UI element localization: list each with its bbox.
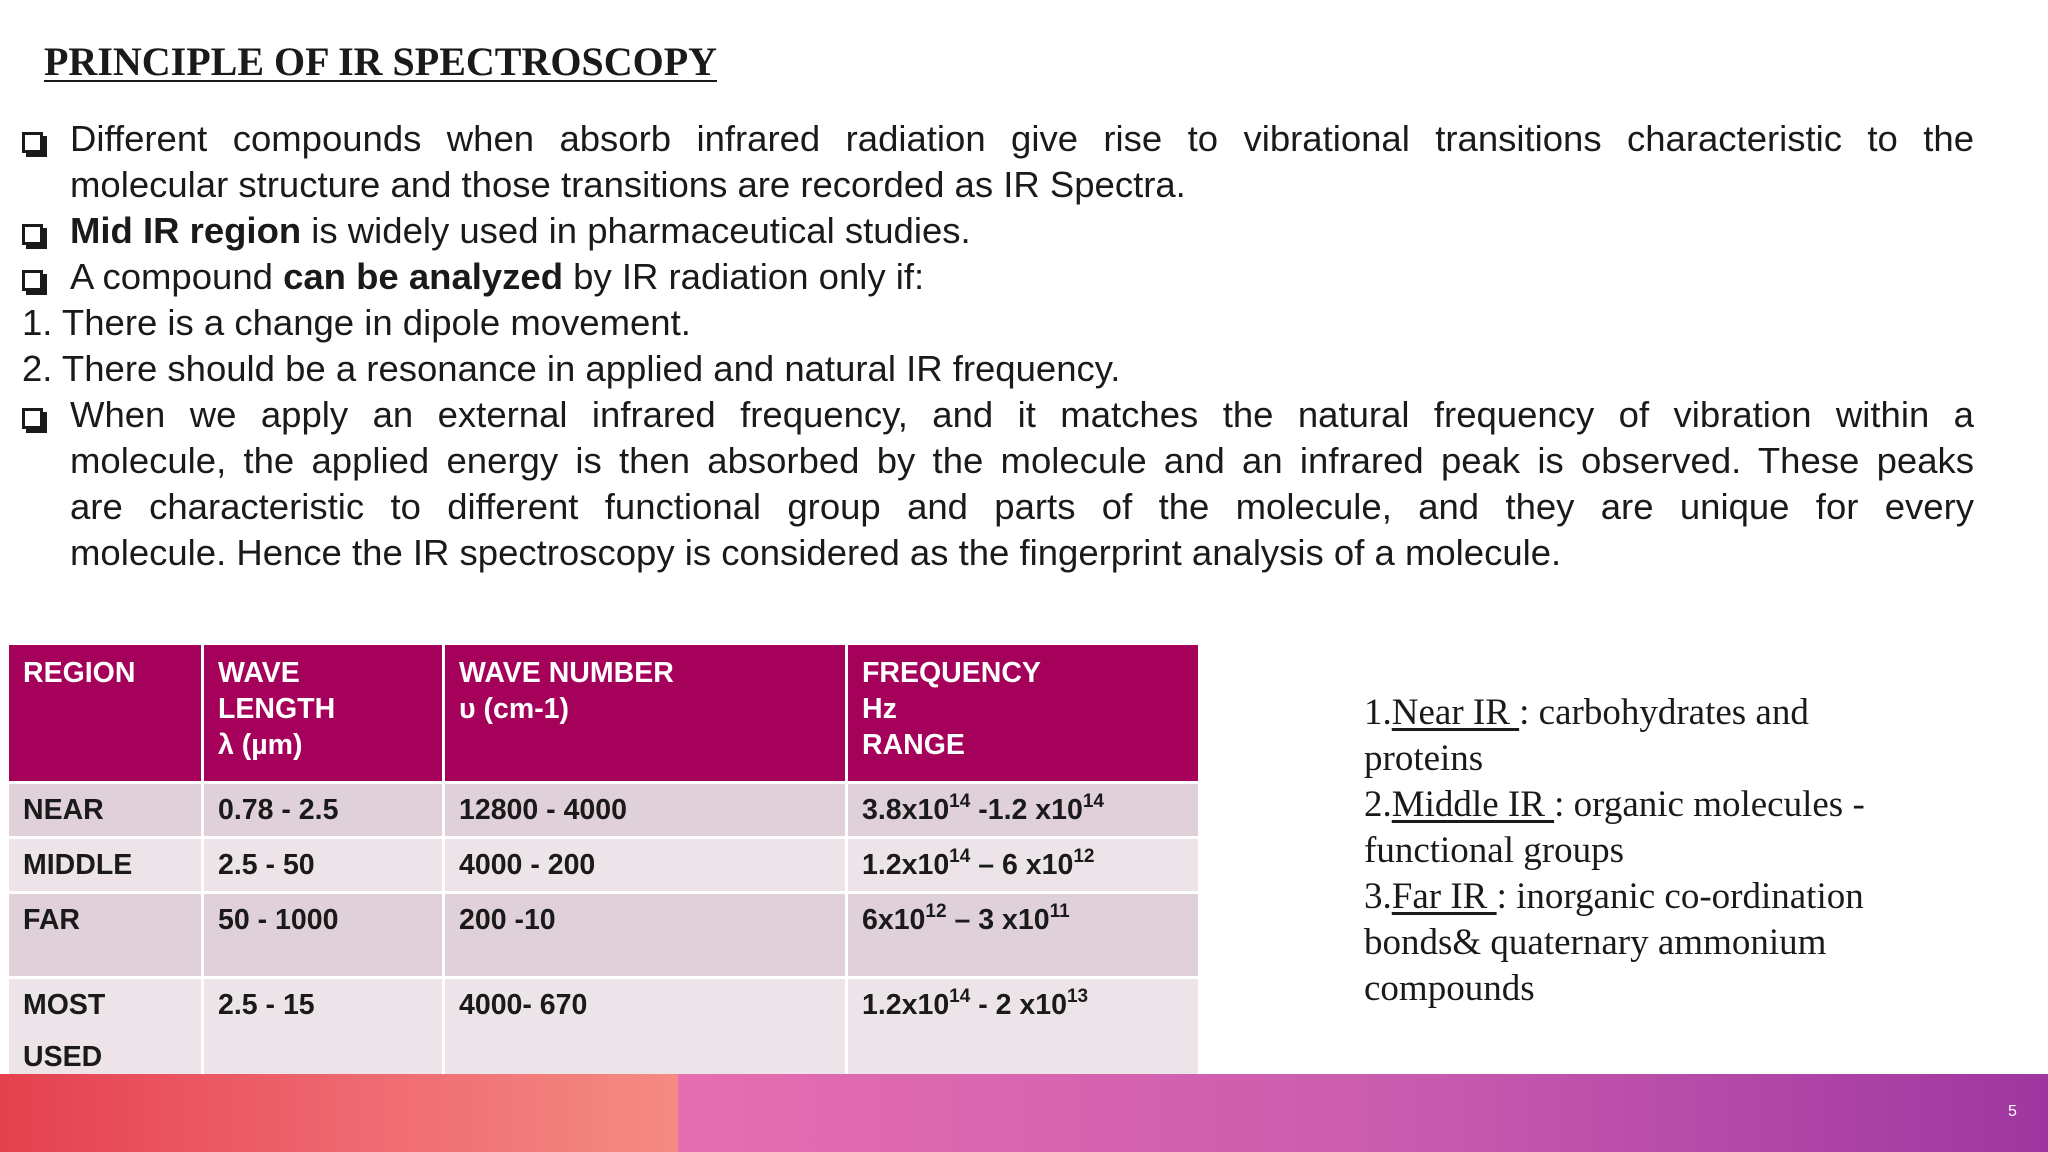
application-item: 3.Far IR : inorganic co-ordination (1364, 876, 1864, 917)
bullet-text: are characteristic to different functional group and parts of the molecule, and they are unique for every (70, 486, 1974, 527)
table-header-row (9, 645, 1198, 781)
header-wavenumber: WAVE NUMBER υ (cm-1) (445, 645, 845, 781)
bold-text: Mid IR region (70, 210, 302, 251)
cell-wavenumber: 4000- 670 (445, 979, 845, 1083)
cell-wavelength: 0.78 - 2.5 (204, 784, 442, 836)
checkbox-bullet-icon (22, 254, 70, 300)
cell-wavelength: 2.5 - 50 (204, 839, 442, 891)
bullet-text: is widely used in pharmaceutical studies. (301, 210, 971, 251)
footer-band-left (0, 1074, 678, 1152)
application-item-cont: bonds& quaternary ammonium (1364, 922, 1827, 963)
cell-frequency: $6x10^{12} - 3$ $x10^{11}$ (848, 894, 1198, 976)
table-row (9, 894, 1198, 976)
table-row (9, 839, 1198, 891)
header-wavelength: WAVE LENGTH λ (µm) (204, 645, 442, 781)
numbered-item: 2. There should be a resonance in applied and natural IR frequency. (22, 348, 1121, 389)
bullet-text: molecular structure and those transitions are recorded as IR Spectra. (70, 164, 1186, 205)
bullet-text: molecule, the applied energy is then absorbed by the molecule and an infrared peak is observed. These peaks (70, 440, 1974, 481)
application-item: 1.Near IR : carbohydrates and (1364, 692, 1809, 733)
bullet-item (22, 116, 1974, 208)
page-number: 5 (2008, 1103, 2017, 1120)
bold-text: can be analyzed (283, 256, 564, 297)
bullet-list (22, 116, 1974, 576)
header-frequency: FREQUENCY Hz RANGE (848, 645, 1198, 781)
cell-wavelength: 50 - 1000 (204, 894, 442, 976)
cell-region: MIDDLE (9, 839, 201, 891)
numbered-item: 1. There is a change in dipole movement. (22, 302, 691, 343)
cell-region: NEAR (9, 784, 201, 836)
header-region: REGION (9, 645, 201, 781)
bullet-text: by IR radiation only if: (563, 256, 925, 297)
bullet-text: A compound (70, 256, 284, 297)
bullet-text: molecule. Hence the IR spectroscopy is considered as the fingerprint analysis of a molecule. (70, 532, 1562, 573)
checkbox-bullet-icon (22, 208, 70, 254)
bullet-text: Different compounds when absorb infrared radiation give rise to vibrational transitions characteristic to the (70, 118, 1974, 159)
checkbox-bullet-icon (22, 392, 70, 576)
cell-region: FAR (9, 894, 201, 976)
bullet-item (22, 254, 1974, 300)
slide-title: PRINCIPLE OF IR SPECTROSCOPY (44, 39, 718, 84)
cell-wavenumber: 4000 - 200 (445, 839, 845, 891)
cell-region: MOST USED (9, 979, 201, 1083)
application-item-cont: proteins (1364, 738, 1484, 779)
application-item: 2.Middle IR : organic molecules - (1364, 784, 1865, 825)
cell-frequency: $3.8x10^{14}$ -1.2 $x10^{14}$ (848, 784, 1198, 836)
application-item-cont: compounds (1364, 968, 1535, 1009)
application-item-cont: functional groups (1364, 830, 1624, 871)
cell-frequency: $1.2x10^{14} - 6$ $x10^{12}$ (848, 839, 1198, 891)
bullet-item (22, 392, 1974, 576)
cell-frequency: $1.2x10^{14} - 2$ $x10^{13}$ (848, 979, 1198, 1083)
bullet-item (22, 208, 1974, 254)
checkbox-bullet-icon (22, 116, 70, 208)
cell-wavelength: 2.5 - 15 (204, 979, 442, 1083)
applications-list (1364, 690, 1924, 1012)
cell-wavenumber: 12800 - 4000 (445, 784, 845, 836)
ir-regions-table (6, 642, 1201, 1086)
bullet-text: When we apply an external infrared frequency, and it matches the natural frequency of vibration within a (70, 394, 1974, 435)
table-row (9, 784, 1198, 836)
table-row (9, 979, 1198, 1083)
cell-wavenumber: 200 -10 (445, 894, 845, 976)
footer-band-right (678, 1074, 2048, 1152)
